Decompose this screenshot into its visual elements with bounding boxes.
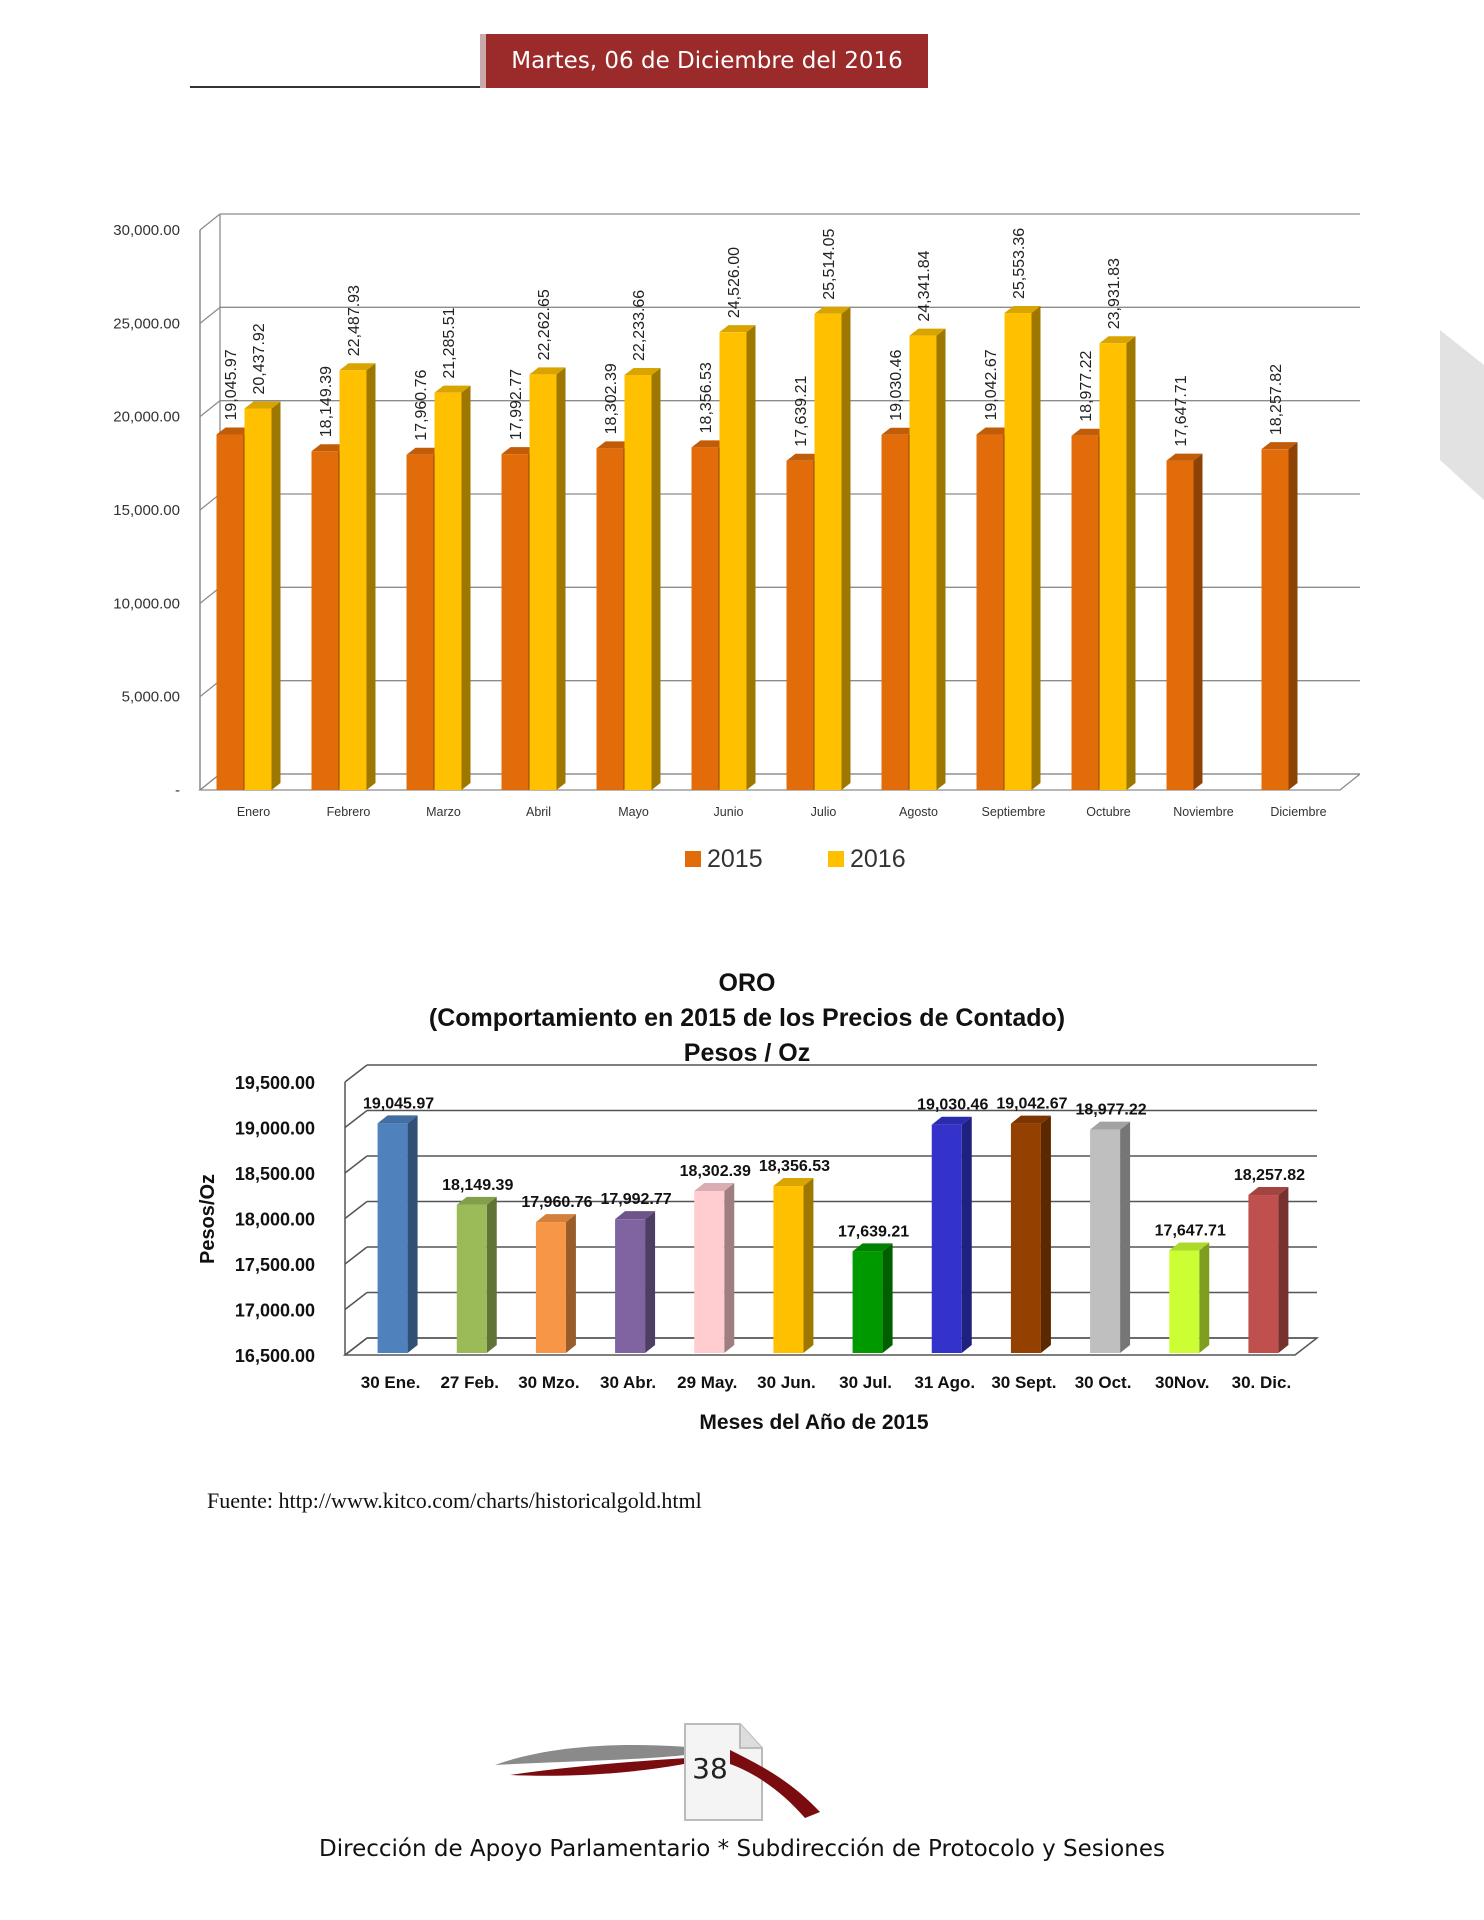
legend-swatch-2015	[685, 851, 701, 867]
x-tick-label: Julio	[810, 805, 837, 819]
chart-subtitle-unit: Pesos / Oz	[683, 1039, 811, 1067]
bar-2016	[1100, 336, 1136, 790]
data-label: 20,437.92	[251, 323, 268, 395]
data-label: 19,042.67	[983, 349, 1000, 421]
y-tick-label: 18,500.00	[234, 1164, 315, 1184]
gridline-side	[345, 1202, 367, 1219]
x-tick-label: 30 Oct.	[1074, 1373, 1132, 1392]
gridline-side	[345, 1247, 367, 1264]
data-label: 19,042.67	[996, 1095, 1068, 1113]
gridline-side	[345, 1293, 367, 1310]
data-label: 19,045.97	[362, 1095, 435, 1113]
data-label: 17,639.21	[793, 375, 810, 447]
bar-2015	[1262, 442, 1298, 790]
bar	[1248, 1187, 1288, 1353]
x-tick-label: Octubre	[1086, 805, 1131, 819]
chart-subtitle: (Comportamiento en 2015 de los Precios de Contado)	[428, 1004, 1066, 1032]
y-tick-label: 15,000.00	[113, 502, 180, 519]
monthly-gold-price-chart	[80, 200, 1360, 880]
footer-text: Dirección de Apoyo Parlamentario * Subdirección de Protocolo y Sesiones	[319, 1836, 1165, 1862]
data-label: 19,045.97	[223, 349, 240, 421]
source-note: Fuente: http://www.kitco.com/charts/historicalgold.html	[207, 1488, 702, 1513]
bar	[694, 1183, 734, 1353]
data-label: 24,341.84	[916, 250, 933, 322]
y-tick-label: 19,500.00	[234, 1073, 315, 1093]
data-label: 18,257.82	[1233, 1167, 1306, 1185]
data-label: 19,030.46	[888, 349, 905, 421]
data-label: 19,030.46	[917, 1096, 989, 1114]
data-label: 18,149.39	[318, 366, 335, 438]
y-tick-label: 25,000.00	[113, 315, 180, 333]
bar-2015	[1167, 454, 1203, 790]
x-tick-label: 30 Ene.	[360, 1373, 421, 1392]
bar	[1169, 1243, 1209, 1353]
y-tick-label: 18,000.00	[234, 1209, 315, 1230]
y-tick-label: 5,000.00	[121, 688, 180, 706]
data-label: 17,960.76	[413, 369, 430, 441]
legend-label-2015: 2015	[707, 845, 763, 873]
data-label: 18,356.53	[698, 362, 715, 434]
x-tick-label: 30 Jun.	[757, 1373, 816, 1392]
header-date-banner: Martes, 06 de Diciembre del 2016	[480, 34, 928, 88]
gridline-side	[345, 1065, 367, 1082]
data-label: 22,233.66	[631, 289, 648, 361]
y-tick-label: 16,500.00	[234, 1346, 315, 1366]
oro-2015-chart	[180, 955, 1340, 1445]
data-label: 17,639.21	[837, 1223, 910, 1241]
x-tick-label: 30 Mzo.	[518, 1373, 580, 1392]
x-tick-label: 27 Feb.	[440, 1373, 500, 1392]
y-tick-label: 10,000.00	[113, 595, 180, 613]
x-tick-label: 31 Ago.	[914, 1373, 976, 1392]
x-tick-label: 30 Jul.	[839, 1373, 893, 1392]
bar	[457, 1197, 497, 1353]
x-tick-label: 30. Dic.	[1231, 1373, 1292, 1392]
y-axis-label: Pesos/Oz	[197, 1173, 219, 1265]
x-tick-label: Diciembre	[1270, 805, 1327, 819]
bar-2016	[815, 307, 851, 790]
data-label: 17,992.77	[508, 368, 525, 441]
data-label: 22,262.65	[536, 289, 553, 361]
bar	[1011, 1116, 1051, 1353]
gridline-side	[200, 214, 220, 230]
data-label: 17,960.76	[521, 1194, 593, 1212]
data-label: 21,285.51	[441, 307, 458, 379]
data-label: 18,302.39	[679, 1162, 751, 1180]
x-tick-label: 30 Sept.	[991, 1373, 1057, 1392]
y-tick-label: 17,500.00	[234, 1255, 315, 1275]
data-label: 18,356.53	[758, 1158, 831, 1176]
bar	[932, 1117, 972, 1353]
bar	[853, 1243, 893, 1353]
legend	[685, 845, 906, 873]
x-tick-label: Marzo	[426, 805, 461, 819]
legend-swatch-2016	[828, 851, 844, 867]
data-label: 17,647.71	[1173, 375, 1190, 447]
x-tick-label: Mayo	[618, 805, 649, 819]
data-label: 23,931.83	[1106, 258, 1123, 330]
bar-2016	[245, 401, 281, 790]
bar-2016	[530, 367, 566, 790]
data-label: 25,514.05	[821, 228, 838, 300]
page-number: 38	[692, 1752, 728, 1785]
data-label: 18,302.39	[603, 363, 620, 435]
data-label: 18,257.82	[1268, 363, 1285, 436]
data-label: 17,992.77	[600, 1191, 672, 1209]
bar-2016	[720, 325, 756, 790]
gridline-side	[200, 307, 220, 323]
x-tick-label: Junio	[713, 805, 744, 819]
gridline-side	[345, 1156, 367, 1173]
y-tick-label: 17,000.00	[234, 1300, 315, 1321]
data-label: 24,526.00	[726, 246, 743, 319]
data-label: 18,149.39	[442, 1176, 514, 1194]
chart-title: ORO	[718, 969, 776, 997]
gridline-side	[200, 401, 220, 417]
data-label: 22,487.93	[346, 285, 363, 357]
bar	[1090, 1122, 1130, 1353]
x-tick-label: Enero	[236, 805, 271, 819]
data-label: 18,977.22	[1075, 1101, 1147, 1119]
x-tick-label: Febrero	[326, 805, 371, 819]
gridline-side	[345, 1111, 367, 1128]
bar	[615, 1211, 655, 1353]
bar-2016	[1005, 306, 1041, 790]
legend-label-2016: 2016	[850, 845, 906, 873]
data-label: 25,553.36	[1011, 227, 1028, 300]
x-tick-label: 29 May.	[677, 1373, 738, 1392]
bar-2016	[340, 363, 376, 790]
data-label: 18,977.22	[1078, 350, 1095, 422]
x-tick-label: Noviembre	[1173, 805, 1234, 819]
y-tick-label: 20,000.00	[113, 408, 180, 426]
bar-2016	[435, 386, 471, 790]
x-tick-label: 30 Abr.	[600, 1373, 657, 1392]
bar	[536, 1214, 576, 1353]
y-tick-label: 19,000.00	[234, 1118, 315, 1139]
x-axis-label: Meses del Año de 2015	[699, 1411, 929, 1434]
bar	[773, 1178, 813, 1353]
x-tick-label: Agosto	[899, 805, 938, 819]
x-tick-label: Septiembre	[981, 805, 1046, 819]
data-label: 17,647.71	[1154, 1222, 1226, 1240]
bar-2016	[625, 368, 661, 790]
x-tick-label: 30Nov.	[1155, 1373, 1210, 1392]
bar	[378, 1115, 418, 1353]
x-tick-label: Abril	[525, 805, 552, 819]
bar-2016	[910, 329, 946, 790]
y-tick-label: -	[175, 782, 180, 799]
y-tick-label: 30,000.00	[113, 222, 180, 239]
corner-decoration-icon	[1440, 330, 1484, 500]
